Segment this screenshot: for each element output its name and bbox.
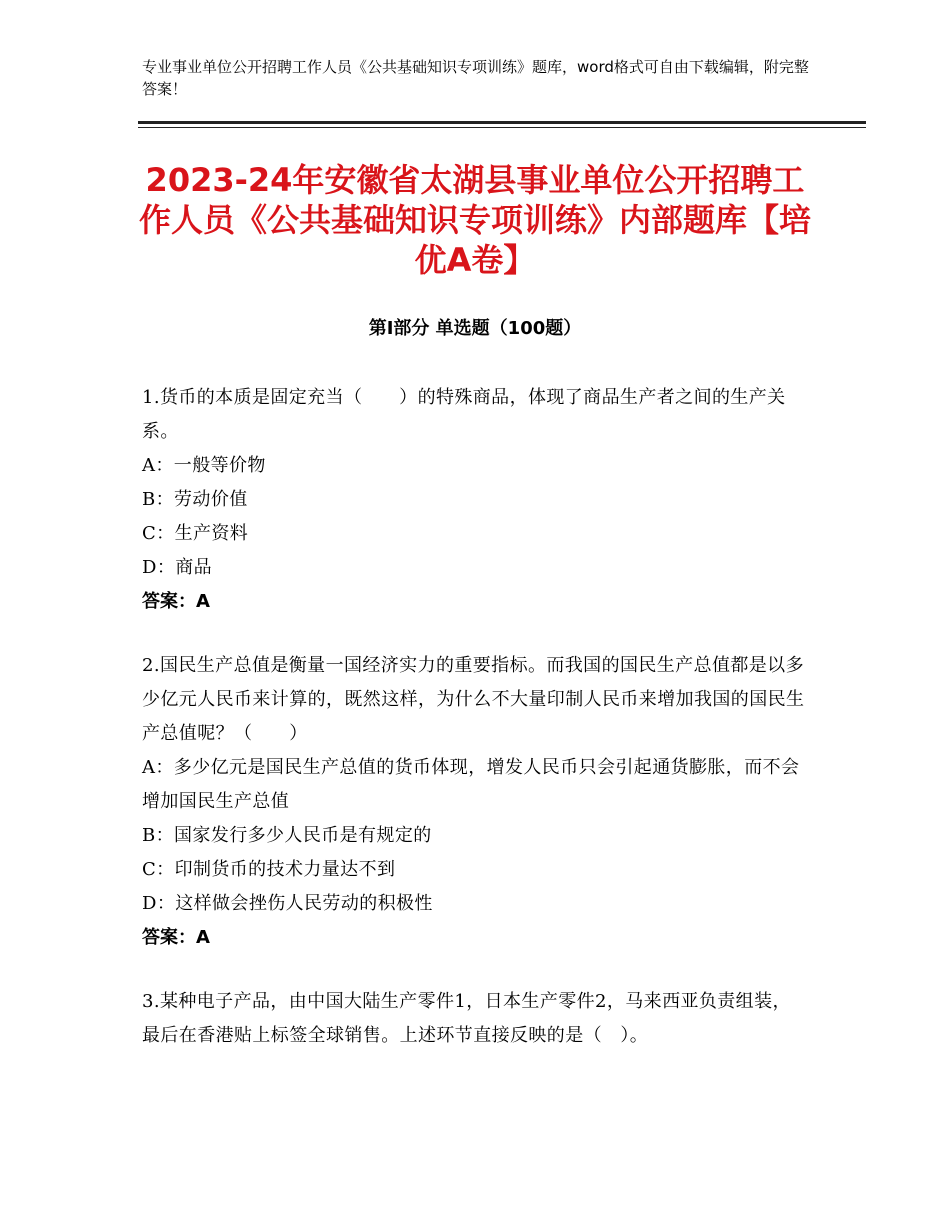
header-rule-thick [138,121,866,124]
answer-label: 答案：A [142,591,210,612]
option-b: B：国家发行多少人民币是有规定的 [142,825,432,846]
question-stem: 2.国民生产总值是衡量一国经济实力的重要指标。而我国的国民生产总值都是以多少亿元人民币来计算的，既然这样，为什么不大量印制人民币来增加我国的国民生产总值呢？（ ） [142,655,805,744]
option-d: D：这样做会挫伤人民劳动的积极性 [142,893,433,914]
section-heading: 第Ⅰ部分 单选题（100题） [368,318,582,339]
question-stem: 3.某种电子产品，由中国大陆生产零件1，日本生产零件2，马来西亚负责组装，最后在香港贴上标签全球销售。上述环节直接反映的是（ ）。 [142,991,791,1046]
option-a: A：多少亿元是国民生产总值的货币体现，增发人民币只会引起通货膨胀，而不会增加国民生产总值 [142,757,800,812]
question-stem: 1.货币的本质是固定充当（ ）的特殊商品，体现了商品生产者之间的生产关系。 [142,387,786,442]
header-rule-thin [138,127,866,128]
answer-label: 答案：A [142,927,210,948]
question-list [142,381,808,1083]
question-3 [142,985,808,1053]
document-title: 2023-24年安徽省太湖县事业单位公开招聘工作人员《公共基础知识专项训练》内部题库【培优A卷】 [138,161,811,279]
option-a: A：一般等价物 [142,455,266,476]
question-1 [142,381,808,619]
option-c: C：生产资料 [142,523,249,544]
question-2 [142,649,808,955]
option-b: B：劳动价值 [142,489,248,510]
option-d: D：商品 [142,557,213,578]
option-c: C：印制货币的技术力量达不到 [142,859,396,880]
header-note: 专业事业单位公开招聘工作人员《公共基础知识专项训练》题库，word格式可自由下载编辑，附完整答案！ [142,58,809,98]
